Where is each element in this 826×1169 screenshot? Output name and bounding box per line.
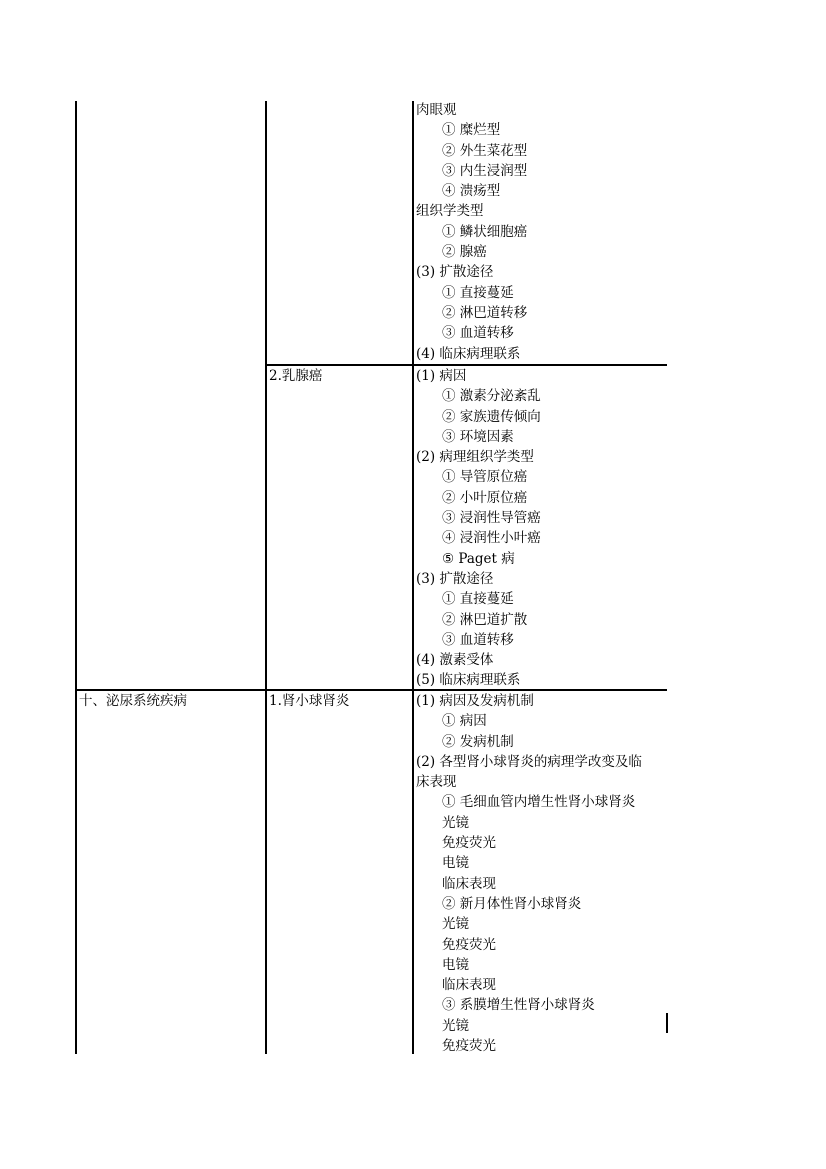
- sub-item: ② 淋巴道转移: [442, 304, 528, 321]
- table-left-border: [75, 101, 77, 1054]
- breast-cancer-topic-cell: [269, 366, 322, 386]
- sub-item: ③ 内生浸润型: [442, 162, 528, 179]
- sub-item: ③ 血道转移: [442, 325, 514, 342]
- sub-item: ④ 溃疡型: [442, 183, 501, 200]
- sub-item: ③ 浸润性导管癌: [442, 510, 541, 527]
- sub-item: ③ 血道转移: [442, 631, 514, 648]
- column-divider-2: [412, 101, 414, 1054]
- section-heading: (1) 病因: [416, 368, 467, 384]
- sub-item: 临床表现: [442, 875, 496, 892]
- section-heading: 组织学类型: [416, 203, 484, 220]
- sub-item: 电镜: [442, 855, 469, 872]
- sub-item: ③ 系膜增生性肾小球肾炎: [442, 997, 595, 1014]
- sub-item: ① 糜烂型: [442, 122, 501, 139]
- glomerulonephritis-topic-cell: [269, 691, 349, 711]
- section-heading: (1) 病因及发病机制: [416, 693, 534, 709]
- column-divider-1: [265, 101, 267, 1054]
- sub-item: 光镜: [442, 1017, 469, 1034]
- breast-cancer-detail-cell: [416, 366, 541, 691]
- sub-item: ① 病因: [442, 713, 487, 730]
- sub-item: 电镜: [442, 956, 469, 973]
- section-heading: (3) 扩散途径: [416, 570, 494, 587]
- section-heading: (5) 临床病理联系: [416, 672, 521, 689]
- topic-label: 2.乳腺癌: [269, 368, 323, 384]
- topic-label: 1.肾小球肾炎: [269, 693, 350, 709]
- sub-item: ② 腺癌: [442, 244, 487, 261]
- sub-item: ① 导管原位癌: [442, 469, 528, 486]
- sub-item: ② 小叶原位癌: [442, 489, 528, 506]
- sub-item: 光镜: [442, 814, 469, 831]
- section-heading: 肉眼观: [416, 102, 457, 118]
- sub-item: ① 直接蔓延: [442, 591, 514, 608]
- sub-item: ① 毛细血管内增生性肾小球肾炎: [442, 794, 636, 811]
- sub-item: ② 淋巴道扩散: [442, 611, 528, 628]
- section-heading: (3) 扩散途径: [416, 264, 494, 281]
- sub-item: 免疫荧光: [442, 835, 496, 852]
- sub-item: ② 外生菜花型: [442, 142, 528, 159]
- sub-item: 免疫荧光: [442, 1038, 496, 1055]
- urinary-chapter-cell: [79, 691, 187, 711]
- sub-item: ⑤ Paget 病: [442, 550, 515, 567]
- sub-item: ② 新月体性肾小球肾炎: [442, 895, 582, 912]
- sub-item: ① 鳞状细胞癌: [442, 223, 528, 240]
- section-heading: 床表现: [416, 774, 457, 791]
- section-heading: (2) 病理组织学类型: [416, 449, 534, 466]
- sub-item: 光镜: [442, 916, 469, 933]
- sub-item: ① 直接蔓延: [442, 284, 514, 301]
- sub-item: ② 发病机制: [442, 733, 514, 750]
- sub-item: ④ 浸润性小叶癌: [442, 530, 541, 547]
- table-right-border-fragment: [666, 1013, 668, 1033]
- sub-item: ① 激素分泌紊乱: [442, 388, 541, 405]
- chapter-label: 十、泌尿系统疾病: [79, 693, 187, 709]
- section-heading: (4) 临床病理联系: [416, 345, 521, 362]
- sub-item: ③ 环境因素: [442, 428, 514, 445]
- glomerulonephritis-detail-cell: [416, 691, 642, 1056]
- sub-item: 临床表现: [442, 977, 496, 994]
- section-heading: (2) 各型肾小球肾炎的病理学改变及临: [416, 753, 642, 770]
- sub-item: ② 家族遗传倾向: [442, 408, 541, 425]
- section-heading: (4) 激素受体: [416, 652, 494, 669]
- sub-item: 免疫荧光: [442, 936, 496, 953]
- continued-detail-cell: [416, 100, 527, 364]
